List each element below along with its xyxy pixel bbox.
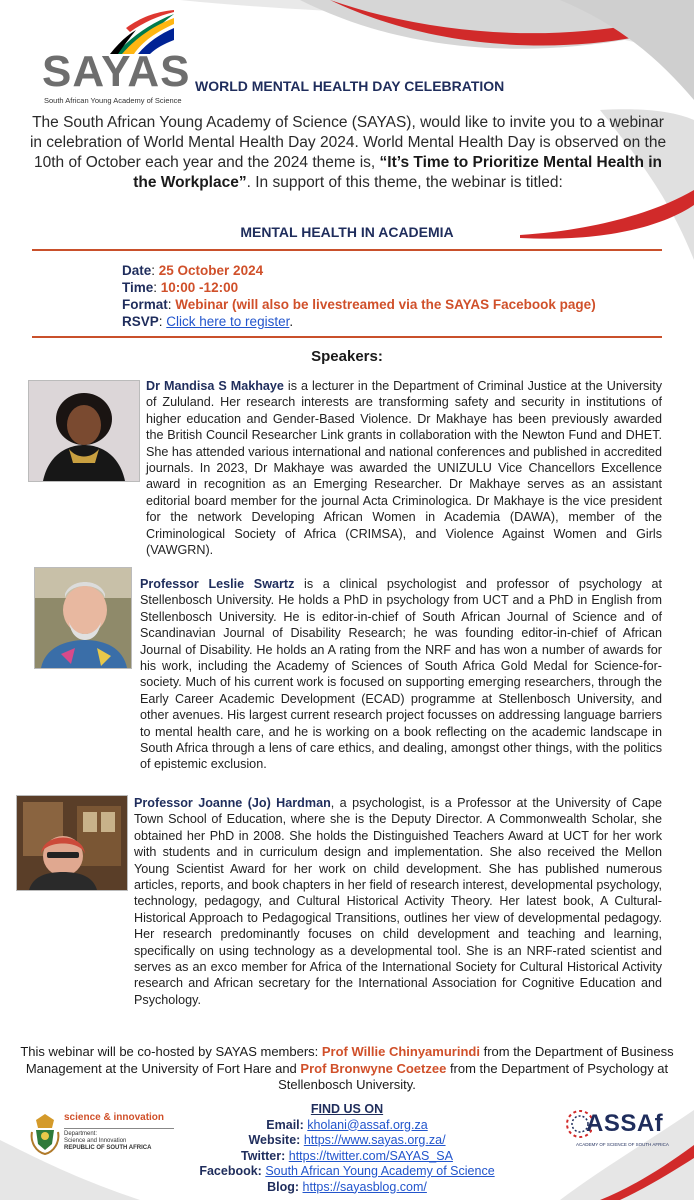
time-label: Time [122,280,154,295]
format-row: Format: Webinar (will also be livestreamed via the SAYAS Facebook page) [122,297,596,312]
facebook-row [160,1164,534,1180]
format-label: Format [122,297,168,312]
email-link[interactable]: kholani@assaf.org.za [307,1117,428,1132]
speaker-photo-makhaye [28,380,140,482]
divider-top [32,249,662,251]
cohost-intro: This webinar will be co-hosted by SAYAS members: [20,1044,322,1059]
cohost-mid: from the Department of Business Management at the University of Fort Hare and [25,1044,674,1076]
speaker-bio-makhaye [146,378,662,558]
twitter-link[interactable]: https://twitter.com/SAYAS_SA [288,1148,453,1163]
dsi-logo-text [64,1131,151,1152]
email-row [160,1118,534,1134]
speaker-bio-swartz [140,576,662,773]
logo-subtitle: South African Young Academy of Science [44,96,182,105]
person-portrait-icon [29,381,139,481]
speaker-bio-text-makhaye: is a lecturer in the Department of Criminal Justice at the University of Zululand. Her research interests are transforming safety and security in institutions of higher education and Gender-Based Violence. Dr Makhaye has been previously awarded the British Council Researcher Link grants in collaboration with the Newton Fund and DHET. She has attended various international and national conferences and published in accredited journals. In 2023, Dr Makhaye was awarded the UNIZULU Vice Chancellors Excellence award in recognition as an Emerging Researcher. Dr Makhaye serves as an assistant editorial board member for the journal Acta Criminologica. Dr Makhaye is the vice president for the network Developing African Women in Academia (DAWA), member of the Criminological Society of Africa (CRIMSA), and Violence Against Women and Girls (VAWGRN). [146,379,663,558]
speaker-bio-text-hardman: , a psychologist, is a Professor at the University of Cape Town School of Education, where she is the Deputy Director. A Commonwealth Scholar, she obtained her PhD in 2008. She holds the Distinguished Teachers Award at UCT for her work with students and in curriculum design and implementation. She also received the Mellon Young Scientist Award for her work on child development. She has published numerous articles, reports, and book chapters in her field of research interest, developmental psychology, technology, pedagogy, and Cultural Historical Activity Theory. Her latest book, A Cultural-Historical Approach to Pedagogical Transitions, outlines her view of developmental pedagogy. Her research predominantly focuses on child development and teaching and learning, specifically on using technology as a developmental tool. She is an NRF-rated scientist and serves as an exco member for Africa of the International Society for Cultural Historical Activity research and African secretary for the International Association for Cognitive Education and Psychology. [134,796,662,1007]
person-portrait-icon [35,568,131,668]
intro-paragraph [28,113,668,193]
logo-wordmark: SAYAS [42,47,191,96]
event-details [122,262,596,330]
speaker-name-hardman: Professor Joanne (Jo) Hardman [134,796,331,810]
assaf-wordmark: ASSAf [586,1110,664,1137]
website-link[interactable]: https://www.sayas.org.za/ [303,1133,446,1147]
webinar-title: MENTAL HEALTH IN ACADEMIA [240,224,454,240]
page-title: WORLD MENTAL HEALTH DAY CELEBRATION [195,78,505,94]
assaf-logo [562,1106,672,1154]
speaker-name-makhaye: Dr Mandisa S Makhaye [146,379,284,393]
speaker-photo-swartz [34,567,132,669]
contact-block [160,1102,534,1195]
date-label: Date [122,263,152,278]
website-row [160,1133,534,1149]
dsi-logo-rule [64,1128,174,1129]
dsi-logo-line2: Department: [64,1131,98,1137]
speaker-bio-hardman [134,795,662,1008]
cohost-name-2: Prof Bronwyne Coetzee [300,1060,447,1076]
format-value: Webinar (will also be livestreamed via the SAYAS Facebook page) [175,297,596,312]
rsvp-row: RSVP: Click here to register. [122,314,294,329]
cohost-outro: from the Department of Psychology at Stellenbosch University. [278,1060,669,1092]
divider-bottom [32,336,662,338]
speaker-bio-text-swartz: is a clinical psychologist and professor of psychology at Stellenbosch University. He holds a PhD in psychology from UCT and a PhD in English from Stellenbosch University. He is editor-in-chief of South African Journal of Science and of Scandinavian Journal of Disability Research; he was founding editor-in-chief of African Journal of Disability. He holds an A rating from the NRF and has won a number of awards for his work, including the Academy of Sciences of South Africa Gold Medal for Science-for-society. Much of his current work is focused on supporting emerging researchers, through the Early Career Academic Development (ECAD) programme at Stellenbosch University, and other avenues. His largest current research project focusses on addressing language barriers to mental health care, and he is working on a book reflecting on the academic landscape in South Africa through a lens of care ethics, and dealing, amongst other things, with the politics of epistemic exclusion. [140,577,662,772]
person-portrait-icon [17,796,127,890]
time-value: 10:00 -12:00 [160,280,239,295]
cohost-name-1: Prof Willie Chinyamurindi [321,1044,480,1059]
dsi-logo-line4: REPUBLIC OF SOUTH AFRICA [64,1145,152,1151]
dsi-logo-line3: Science and Innovation [64,1138,127,1144]
twitter-row [160,1149,534,1165]
speakers-heading: Speakers: [311,348,383,365]
twitter-label: Twitter: [241,1148,286,1163]
blog-row [160,1180,534,1196]
website-label: Website: [248,1133,301,1147]
date-value: 25 October 2024 [158,263,264,278]
email-label: Email: [266,1117,304,1132]
cohost-paragraph [14,1044,680,1094]
rsvp-link[interactable]: Click here to register [166,314,290,329]
assaf-subtitle: ACADEMY OF SCIENCE OF SOUTH AFRICA [576,1142,669,1147]
intro-theme: “It’s Time to Prioritize Mental Health in the Workplace” [133,154,663,191]
speaker-name-swartz: Professor Leslie Swartz [140,577,295,591]
blog-link[interactable]: https://sayasblog.com/ [302,1179,427,1194]
blog-label: Blog: [267,1179,300,1194]
dsi-logo [30,1108,170,1160]
contact-heading: FIND US ON [310,1102,384,1116]
speaker-photo-hardman [16,795,128,891]
date-row: Date: 25 October 2024 [122,263,264,278]
time-row: Time: 10:00 -12:00 [122,280,239,295]
intro-tail: . In support of this theme, the webinar is titled: [246,174,563,191]
intro-text: The South African Young Academy of Science (SAYAS), would like to invite you to a webinar in celebration of World Mental Health Day 2024. World Mental Health Day is observed on the 10th of October each year and the 2024 theme is, [29,114,667,171]
dsi-logo-line1: science & innovation [64,1112,165,1123]
sayas-logo [38,8,198,105]
coat-of-arms-icon [30,1112,60,1156]
facebook-label: Facebook: [199,1164,262,1178]
facebook-link[interactable]: South African Young Academy of Science [265,1164,495,1178]
rsvp-label: RSVP [122,314,159,329]
